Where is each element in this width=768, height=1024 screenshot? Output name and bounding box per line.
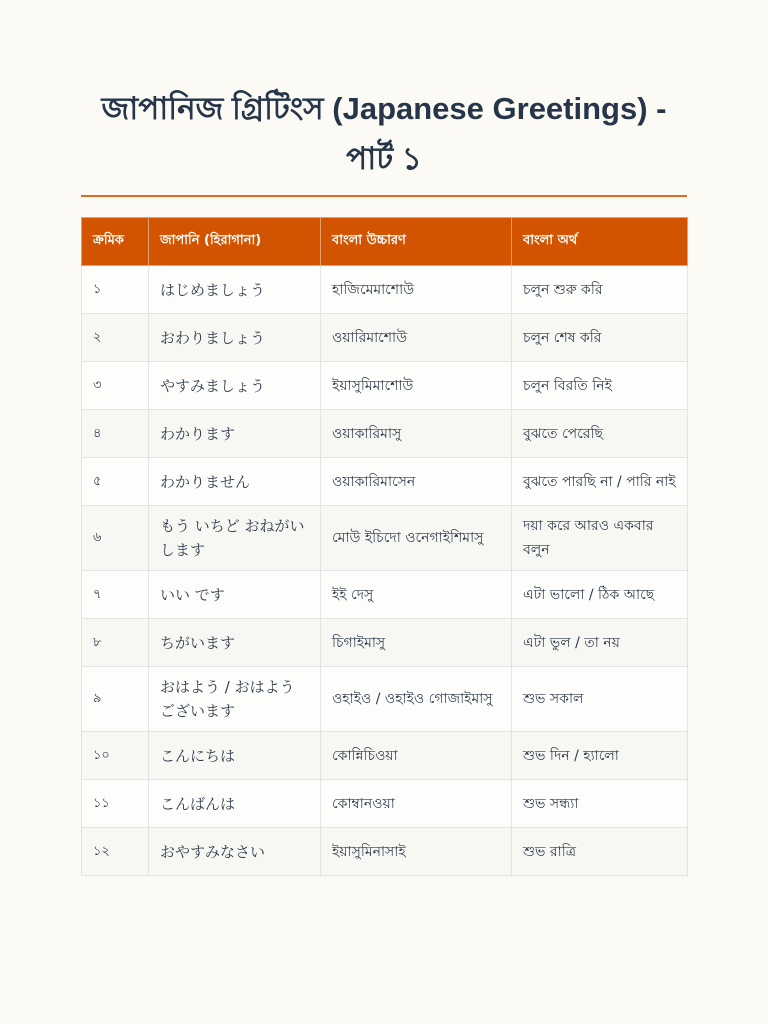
table-row	[82, 571, 688, 619]
greetings-table	[81, 217, 688, 876]
cell-pronunciation: ইই দেসু	[321, 571, 512, 619]
table-row	[82, 619, 688, 667]
table-row	[82, 828, 688, 876]
cell-serial: ৪	[82, 410, 149, 458]
cell-serial: ২	[82, 314, 149, 362]
cell-serial: ৮	[82, 619, 149, 667]
cell-serial: ১	[82, 266, 149, 314]
cell-pronunciation: ওয়াকারিমাসু	[321, 410, 512, 458]
cell-pronunciation: ওহাইও / ওহাইও গোজাইমাসু	[321, 667, 512, 732]
cell-serial: ৭	[82, 571, 149, 619]
cell-japanese: おはよう / おはようございます	[149, 667, 321, 732]
table-row	[82, 732, 688, 780]
cell-pronunciation: চিগাইমাসু	[321, 619, 512, 667]
header-serial: ক্রমিক	[82, 218, 149, 266]
cell-pronunciation: ইয়াসুমিনাসাই	[321, 828, 512, 876]
table-row	[82, 410, 688, 458]
cell-serial: ৯	[82, 667, 149, 732]
table-row	[82, 506, 688, 571]
cell-serial: ৩	[82, 362, 149, 410]
cell-pronunciation: ওয়াকারিমাসেন	[321, 458, 512, 506]
cell-pronunciation: হাজিমেমাশোউ	[321, 266, 512, 314]
cell-meaning: শুভ দিন / হ্যালো	[512, 732, 688, 780]
cell-japanese: いい です	[149, 571, 321, 619]
cell-meaning: বুঝতে পেরেছি	[512, 410, 688, 458]
cell-japanese: こんばんは	[149, 780, 321, 828]
table-row	[82, 780, 688, 828]
table-row	[82, 667, 688, 732]
cell-serial: ৫	[82, 458, 149, 506]
table-body	[82, 266, 688, 876]
cell-pronunciation: কোম্বানওয়া	[321, 780, 512, 828]
cell-japanese: もう いちど おねがいします	[149, 506, 321, 571]
cell-serial: ১২	[82, 828, 149, 876]
table-row	[82, 362, 688, 410]
cell-meaning: বুঝতে পারছি না / পারি নাই	[512, 458, 688, 506]
table-row	[82, 458, 688, 506]
cell-japanese: おやすみなさい	[149, 828, 321, 876]
cell-pronunciation: ইয়াসুমিমাশোউ	[321, 362, 512, 410]
table-row	[82, 314, 688, 362]
cell-serial: ৬	[82, 506, 149, 571]
cell-meaning: এটা ভালো / ঠিক আছে	[512, 571, 688, 619]
header-meaning: বাংলা অর্থ	[512, 218, 688, 266]
header-row	[82, 218, 688, 266]
cell-serial: ১০	[82, 732, 149, 780]
cell-pronunciation: ওয়ারিমাশোউ	[321, 314, 512, 362]
cell-meaning: এটা ভুল / তা নয়	[512, 619, 688, 667]
cell-japanese: わかります	[149, 410, 321, 458]
cell-japanese: こんにちは	[149, 732, 321, 780]
header-pronunciation: বাংলা উচ্চারণ	[321, 218, 512, 266]
cell-meaning: শুভ রাত্রি	[512, 828, 688, 876]
cell-meaning: শুভ সন্ধ্যা	[512, 780, 688, 828]
cell-pronunciation: কোন্নিচিওয়া	[321, 732, 512, 780]
cell-meaning: চলুন শুরু করি	[512, 266, 688, 314]
table-header	[82, 218, 688, 266]
cell-japanese: ちがいます	[149, 619, 321, 667]
title-divider	[81, 195, 687, 197]
cell-meaning: দয়া করে আরও একবার বলুন	[512, 506, 688, 571]
cell-japanese: やすみましょう	[149, 362, 321, 410]
cell-meaning: শুভ সকাল	[512, 667, 688, 732]
cell-pronunciation: মোউ ইচিদো ওনেগাইশিমাসু	[321, 506, 512, 571]
header-japanese: জাপানি (হিরাগানা)	[149, 218, 321, 266]
cell-meaning: চলুন বিরতি নিই	[512, 362, 688, 410]
cell-serial: ১১	[82, 780, 149, 828]
cell-japanese: わかりません	[149, 458, 321, 506]
cell-japanese: おわりましょう	[149, 314, 321, 362]
table-row	[82, 266, 688, 314]
page-title: জাপানিজ গ্রিটিংস (Japanese Greetings) - পার্ট ১	[101, 91, 667, 176]
cell-japanese: はじめましょう	[149, 266, 321, 314]
document-page	[81, 84, 687, 876]
cell-meaning: চলুন শেষ করি	[512, 314, 688, 362]
